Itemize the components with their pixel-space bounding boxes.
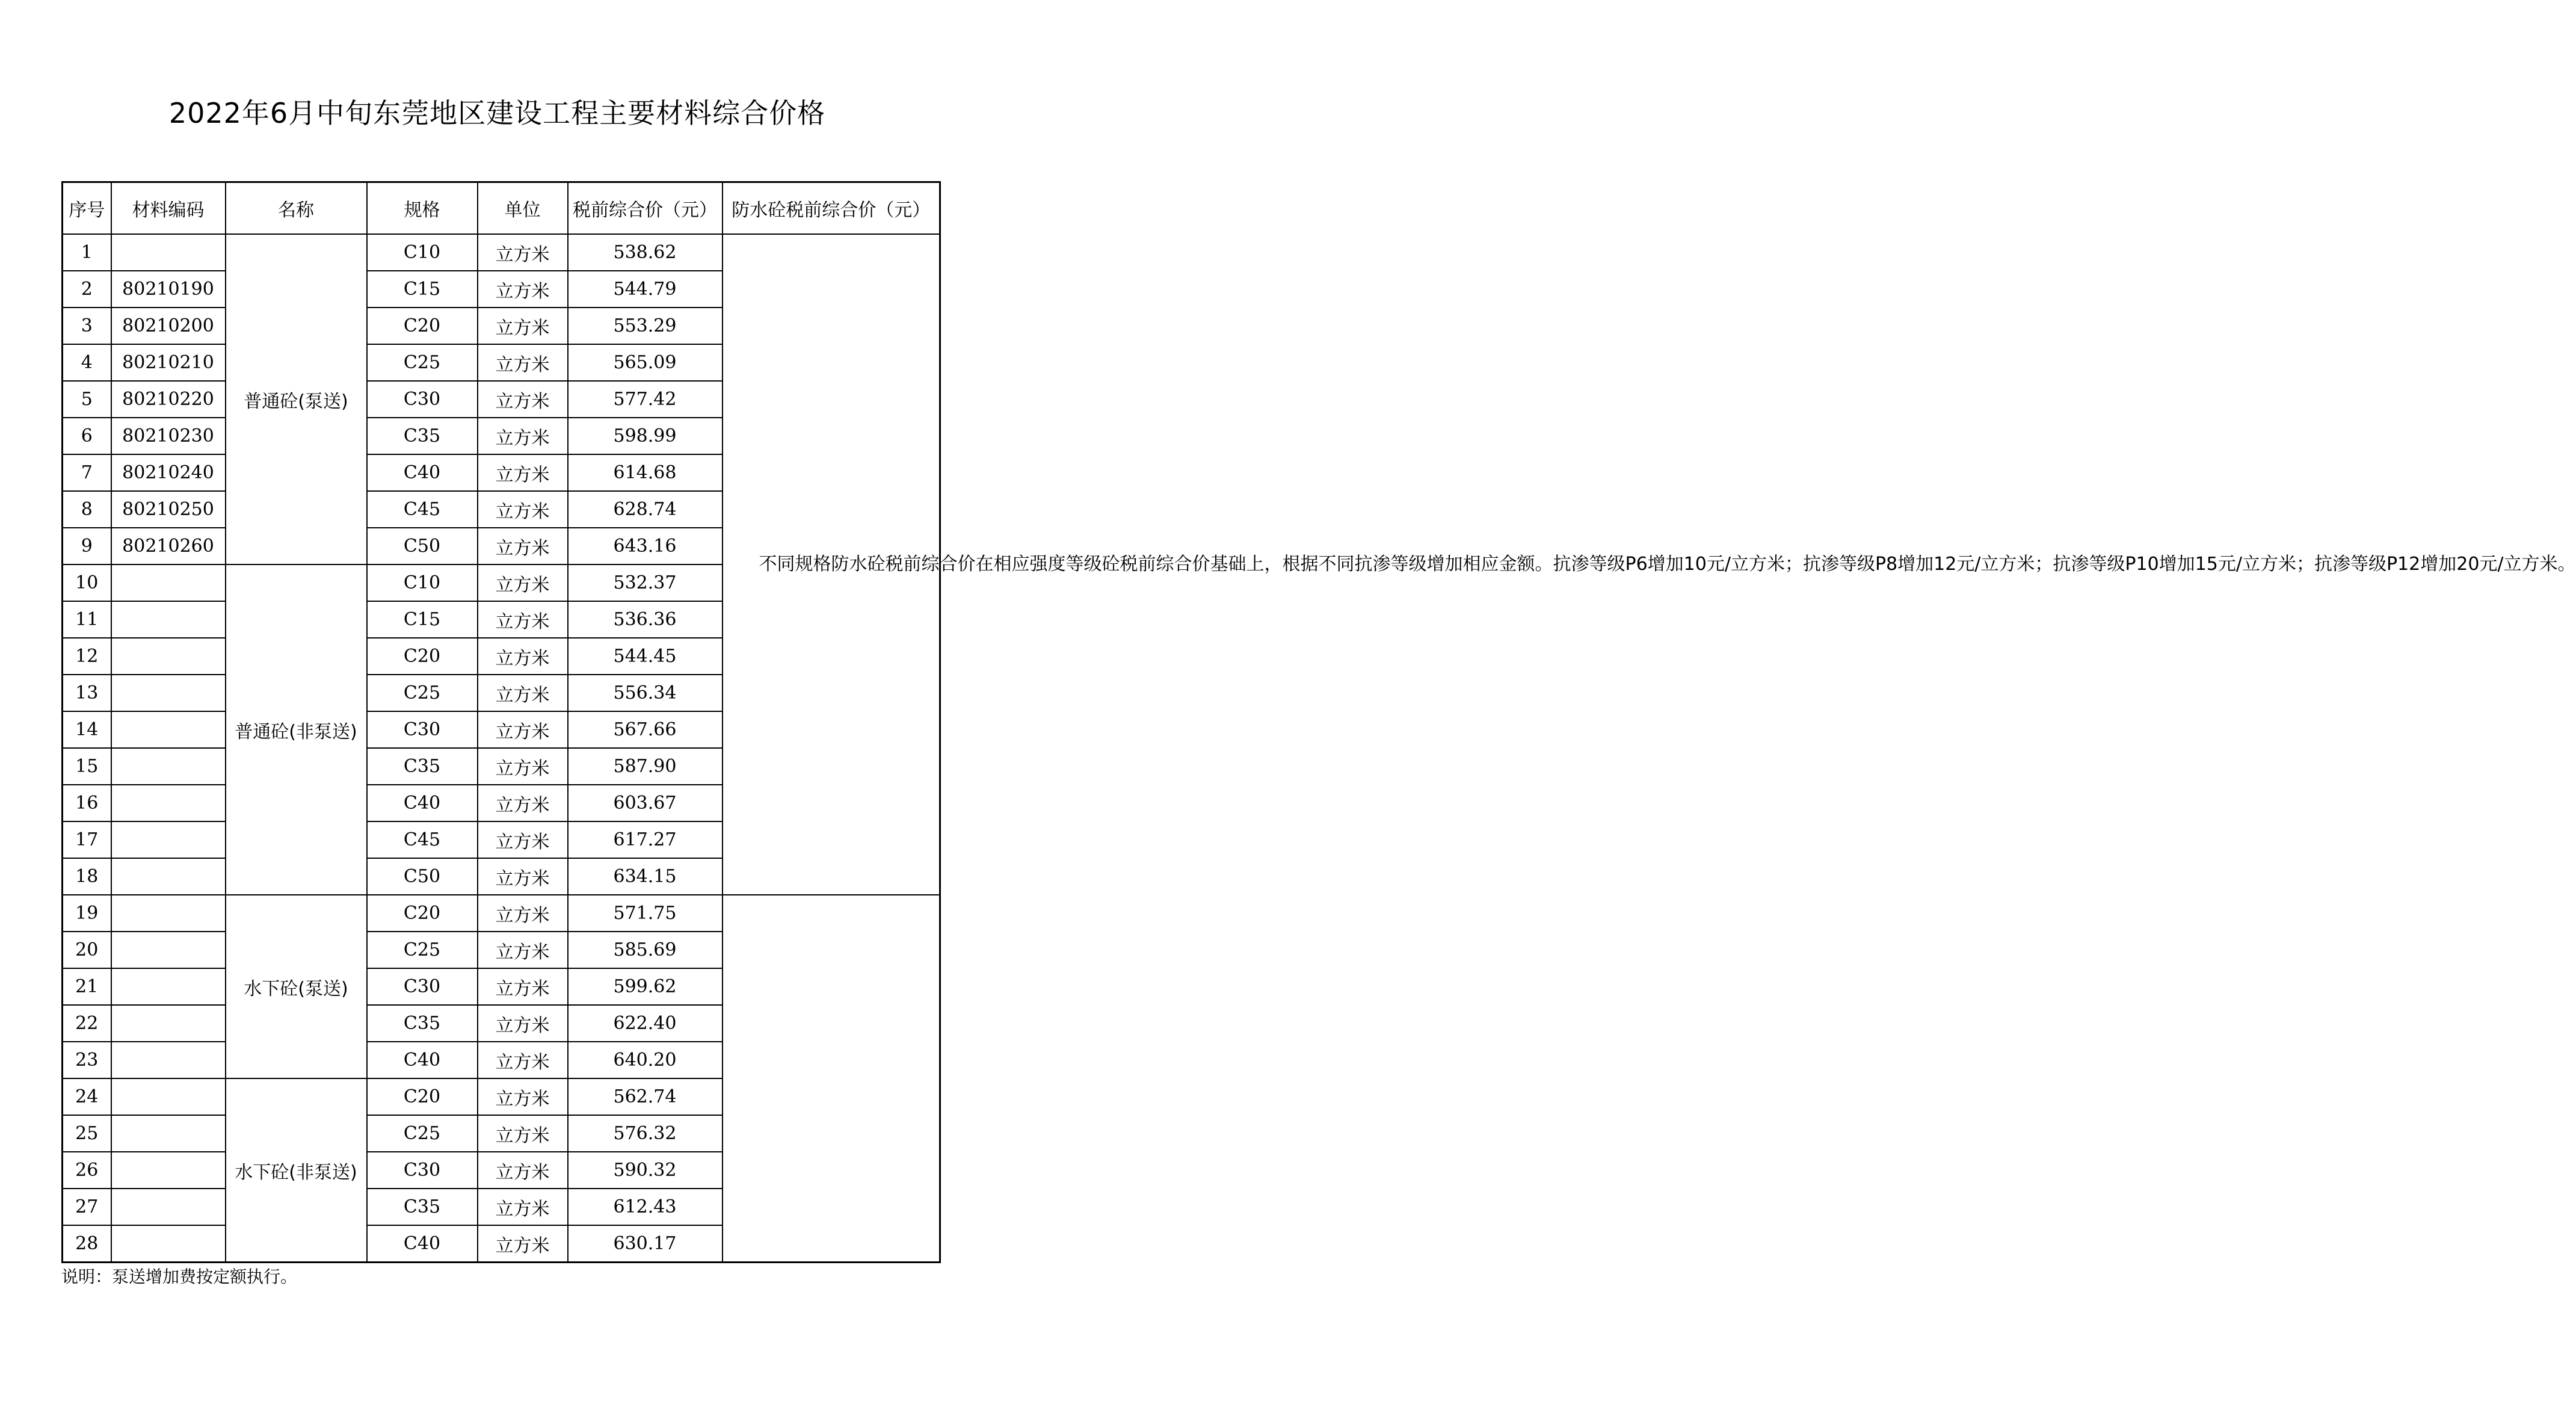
price-cell: 599.62 (568, 968, 723, 1005)
spec-cell: C35 (367, 418, 478, 454)
seq-cell: 26 (63, 1152, 111, 1189)
price-cell: 640.20 (568, 1042, 723, 1078)
price-cell: 598.99 (568, 418, 723, 454)
material-code-cell (111, 564, 226, 601)
seq-cell: 22 (63, 1005, 111, 1042)
spec-cell: C15 (367, 601, 478, 638)
seq-cell: 8 (63, 491, 111, 528)
header-code: 材料编码 (111, 182, 226, 235)
spec-cell: C20 (367, 895, 478, 932)
unit-cell: 立方米 (478, 748, 568, 785)
material-code-cell (111, 785, 226, 821)
unit-cell: 立方米 (478, 932, 568, 968)
material-code-cell (111, 821, 226, 858)
price-cell: 556.34 (568, 675, 723, 711)
seq-cell: 19 (63, 895, 111, 932)
price-cell: 565.09 (568, 344, 723, 381)
price-cell: 628.74 (568, 491, 723, 528)
material-name-cell: 普通砼(非泵送) (226, 564, 367, 895)
seq-cell: 20 (63, 932, 111, 968)
material-code-cell: 80210190 (111, 271, 226, 308)
spec-cell: C10 (367, 564, 478, 601)
unit-cell: 立方米 (478, 858, 568, 895)
page-title: 2022年6月中旬东莞地区建设工程主要材料综合价格 (168, 97, 826, 129)
unit-cell: 立方米 (478, 234, 568, 271)
material-code-cell (111, 895, 226, 932)
material-name-cell: 水下砼(非泵送) (226, 1078, 367, 1263)
material-code-cell (111, 932, 226, 968)
table-row (63, 895, 940, 932)
seq-cell: 9 (63, 528, 111, 564)
unit-cell: 立方米 (478, 1042, 568, 1078)
seq-cell: 23 (63, 1042, 111, 1078)
seq-cell: 21 (63, 968, 111, 1005)
seq-cell: 13 (63, 675, 111, 711)
unit-cell: 立方米 (478, 418, 568, 454)
unit-cell: 立方米 (478, 1005, 568, 1042)
price-cell: 603.67 (568, 785, 723, 821)
seq-cell: 4 (63, 344, 111, 381)
material-name-cell: 普通砼(泵送) (226, 234, 367, 564)
material-code-cell (111, 1005, 226, 1042)
unit-cell: 立方米 (478, 675, 568, 711)
spec-cell: C25 (367, 932, 478, 968)
seq-cell: 27 (63, 1189, 111, 1225)
header-price: 税前综合价（元） (568, 182, 723, 235)
material-code-cell (111, 1225, 226, 1263)
unit-cell: 立方米 (478, 381, 568, 418)
seq-cell: 16 (63, 785, 111, 821)
spec-cell: C15 (367, 271, 478, 308)
seq-cell: 1 (63, 234, 111, 271)
material-code-cell: 80210260 (111, 528, 226, 564)
seq-cell: 5 (63, 381, 111, 418)
seq-cell: 3 (63, 308, 111, 344)
spec-cell: C35 (367, 1189, 478, 1225)
unit-cell: 立方米 (478, 895, 568, 932)
material-code-cell (111, 1152, 226, 1189)
price-cell: 571.75 (568, 895, 723, 932)
seq-cell: 15 (63, 748, 111, 785)
material-code-cell: 80210230 (111, 418, 226, 454)
price-cell: 617.27 (568, 821, 723, 858)
spec-cell: C25 (367, 344, 478, 381)
spec-cell: C50 (367, 858, 478, 895)
unit-cell: 立方米 (478, 821, 568, 858)
seq-cell: 18 (63, 858, 111, 895)
header-row (63, 182, 940, 235)
spec-cell: C45 (367, 821, 478, 858)
spec-cell: C30 (367, 1152, 478, 1189)
unit-cell: 立方米 (478, 271, 568, 308)
material-code-cell (111, 638, 226, 675)
seq-cell: 6 (63, 418, 111, 454)
spec-cell: C25 (367, 675, 478, 711)
price-cell: 562.74 (568, 1078, 723, 1115)
table-row (63, 234, 940, 271)
material-name-cell: 水下砼(泵送) (226, 895, 367, 1078)
unit-cell: 立方米 (478, 1152, 568, 1189)
spec-cell: C40 (367, 1225, 478, 1263)
price-cell: 612.43 (568, 1189, 723, 1225)
seq-cell: 7 (63, 454, 111, 491)
seq-cell: 11 (63, 601, 111, 638)
price-cell: 590.32 (568, 1152, 723, 1189)
price-cell: 614.68 (568, 454, 723, 491)
material-code-cell (111, 601, 226, 638)
price-cell: 587.90 (568, 748, 723, 785)
price-cell: 538.62 (568, 234, 723, 271)
unit-cell: 立方米 (478, 638, 568, 675)
seq-cell: 24 (63, 1078, 111, 1115)
table-body (63, 234, 2576, 1263)
spec-cell: C20 (367, 308, 478, 344)
spec-cell: C50 (367, 528, 478, 564)
unit-cell: 立方米 (478, 454, 568, 491)
seq-cell: 10 (63, 564, 111, 601)
unit-cell: 立方米 (478, 968, 568, 1005)
price-table (61, 181, 2576, 1263)
header-unit: 单位 (478, 182, 568, 235)
spec-cell: C35 (367, 1005, 478, 1042)
unit-cell: 立方米 (478, 564, 568, 601)
spec-cell: C10 (367, 234, 478, 271)
seq-cell: 17 (63, 821, 111, 858)
price-cell: 634.15 (568, 858, 723, 895)
material-code-cell: 80210220 (111, 381, 226, 418)
footnote: 说明：泵送增加费按定额执行。 (61, 1267, 298, 1287)
spec-cell: C40 (367, 1042, 478, 1078)
spec-cell: C20 (367, 638, 478, 675)
material-code-cell: 80210200 (111, 308, 226, 344)
spec-cell: C35 (367, 748, 478, 785)
header-waterproof-price: 防水砼税前综合价（元） (723, 182, 940, 235)
unit-cell: 立方米 (478, 528, 568, 564)
material-code-cell: 80210240 (111, 454, 226, 491)
spec-cell: C30 (367, 711, 478, 748)
price-cell: 532.37 (568, 564, 723, 601)
material-code-cell (111, 1042, 226, 1078)
price-cell: 553.29 (568, 308, 723, 344)
material-code-cell (111, 1189, 226, 1225)
unit-cell: 立方米 (478, 344, 568, 381)
price-cell: 585.69 (568, 932, 723, 968)
price-cell: 577.42 (568, 381, 723, 418)
spec-cell: C40 (367, 785, 478, 821)
price-cell: 576.32 (568, 1115, 723, 1152)
unit-cell: 立方米 (478, 491, 568, 528)
price-cell: 567.66 (568, 711, 723, 748)
waterproof-note-cell: 不同规格防水砼税前综合价在相应强度等级砼税前综合价基础上，根据不同抗渗等级增加相应金额。抗渗等级P6增加10元/立方米；抗渗等级P8增加12元/立方米；抗渗等级P10增加15元/立方米；抗渗等级P12增加20元/立方米。 (723, 234, 940, 895)
header-seq: 序号 (63, 182, 111, 235)
price-cell: 643.16 (568, 528, 723, 564)
material-code-cell (111, 1115, 226, 1152)
unit-cell: 立方米 (478, 601, 568, 638)
seq-cell: 14 (63, 711, 111, 748)
spec-cell: C20 (367, 1078, 478, 1115)
unit-cell: 立方米 (478, 785, 568, 821)
unit-cell: 立方米 (478, 308, 568, 344)
material-code-cell: 80210250 (111, 491, 226, 528)
price-cell: 536.36 (568, 601, 723, 638)
unit-cell: 立方米 (478, 1225, 568, 1263)
spec-cell: C40 (367, 454, 478, 491)
material-code-cell (111, 711, 226, 748)
waterproof-empty-cell (723, 895, 940, 1263)
price-cell: 544.45 (568, 638, 723, 675)
seq-cell: 2 (63, 271, 111, 308)
material-code-cell (111, 675, 226, 711)
material-code-cell: 80210210 (111, 344, 226, 381)
material-code-cell (111, 234, 226, 271)
unit-cell: 立方米 (478, 1115, 568, 1152)
unit-cell: 立方米 (478, 1189, 568, 1225)
spec-cell: C30 (367, 381, 478, 418)
spec-cell: C25 (367, 1115, 478, 1152)
price-cell: 544.79 (568, 271, 723, 308)
material-code-cell (111, 968, 226, 1005)
seq-cell: 28 (63, 1225, 111, 1263)
material-code-cell (111, 858, 226, 895)
price-cell: 630.17 (568, 1225, 723, 1263)
spec-cell: C45 (367, 491, 478, 528)
spec-cell: C30 (367, 968, 478, 1005)
unit-cell: 立方米 (478, 711, 568, 748)
material-code-cell (111, 748, 226, 785)
header-name: 名称 (226, 182, 367, 235)
unit-cell: 立方米 (478, 1078, 568, 1115)
header-spec: 规格 (367, 182, 478, 235)
material-code-cell (111, 1078, 226, 1115)
seq-cell: 12 (63, 638, 111, 675)
price-cell: 622.40 (568, 1005, 723, 1042)
seq-cell: 25 (63, 1115, 111, 1152)
